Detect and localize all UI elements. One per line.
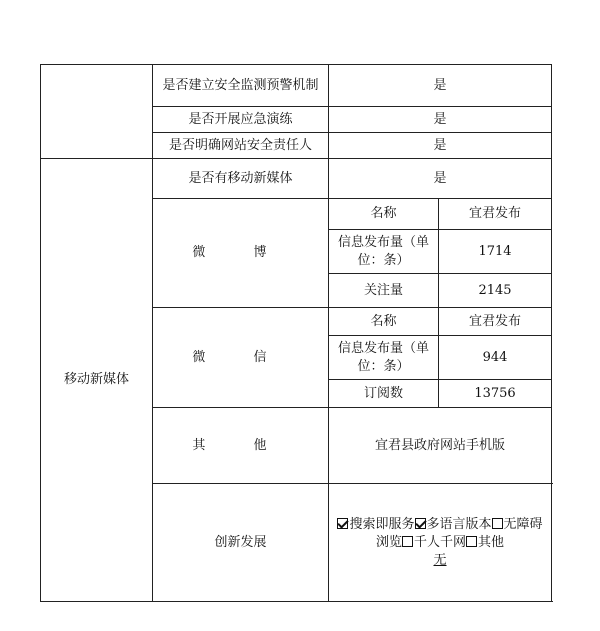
has-media-value: 是	[329, 159, 552, 199]
checkbox-checked-icon[interactable]	[337, 518, 348, 529]
other-label: 其 他	[153, 408, 329, 484]
innovation-options	[329, 484, 552, 602]
weixin-subs-value: 13756	[439, 380, 552, 408]
weixin-posts-value: 944	[439, 336, 552, 380]
innovation-label: 创新发展	[153, 484, 329, 602]
weibo-posts-value: 1714	[439, 230, 552, 274]
weibo-name-value: 宜君发布	[439, 199, 552, 230]
weibo-follow-label: 关注量	[329, 274, 439, 308]
table-row	[41, 159, 552, 199]
option-label: 搜索即服务	[349, 516, 415, 532]
checkbox-checked-icon[interactable]	[415, 518, 426, 529]
security-label: 是否建立安全监测预警机制	[153, 65, 329, 107]
checkbox-empty-icon[interactable]	[492, 518, 503, 529]
has-media-label: 是否有移动新媒体	[153, 159, 329, 199]
security-label: 是否开展应急演练	[153, 107, 329, 133]
weibo-name-label: 名称	[329, 199, 439, 230]
option-label: 千人千网	[414, 534, 467, 550]
security-value: 是	[329, 107, 552, 133]
weixin-posts-label: 信息发布量（单位：条）	[329, 336, 439, 380]
report-table	[40, 64, 552, 602]
option-label: 其他	[478, 534, 505, 550]
weixin-name-label: 名称	[329, 308, 439, 336]
blank-section-cell	[41, 65, 153, 159]
weibo-follow-value: 2145	[439, 274, 552, 308]
options-list	[337, 517, 542, 550]
other-value: 宜君县政府网站手机版	[329, 408, 552, 484]
checkbox-empty-icon[interactable]	[466, 536, 477, 547]
weixin-subs-label: 订阅数	[329, 380, 439, 408]
option-label: 无障碍浏览	[375, 516, 543, 550]
weibo-posts-label: 信息发布量（单位：条）	[329, 230, 439, 274]
weixin-label: 微 信	[153, 308, 329, 408]
table-row	[41, 65, 552, 107]
media-section-label: 移动新媒体	[41, 159, 153, 602]
checkbox-empty-icon[interactable]	[402, 536, 413, 547]
security-value: 是	[329, 65, 552, 107]
option-label: 多语言版本	[426, 516, 492, 532]
security-value: 是	[329, 133, 552, 159]
weixin-name-value: 宜君发布	[439, 308, 552, 336]
weibo-label: 微 博	[153, 199, 329, 308]
other-text: 无	[433, 552, 447, 568]
security-label: 是否明确网站安全责任人	[153, 133, 329, 159]
